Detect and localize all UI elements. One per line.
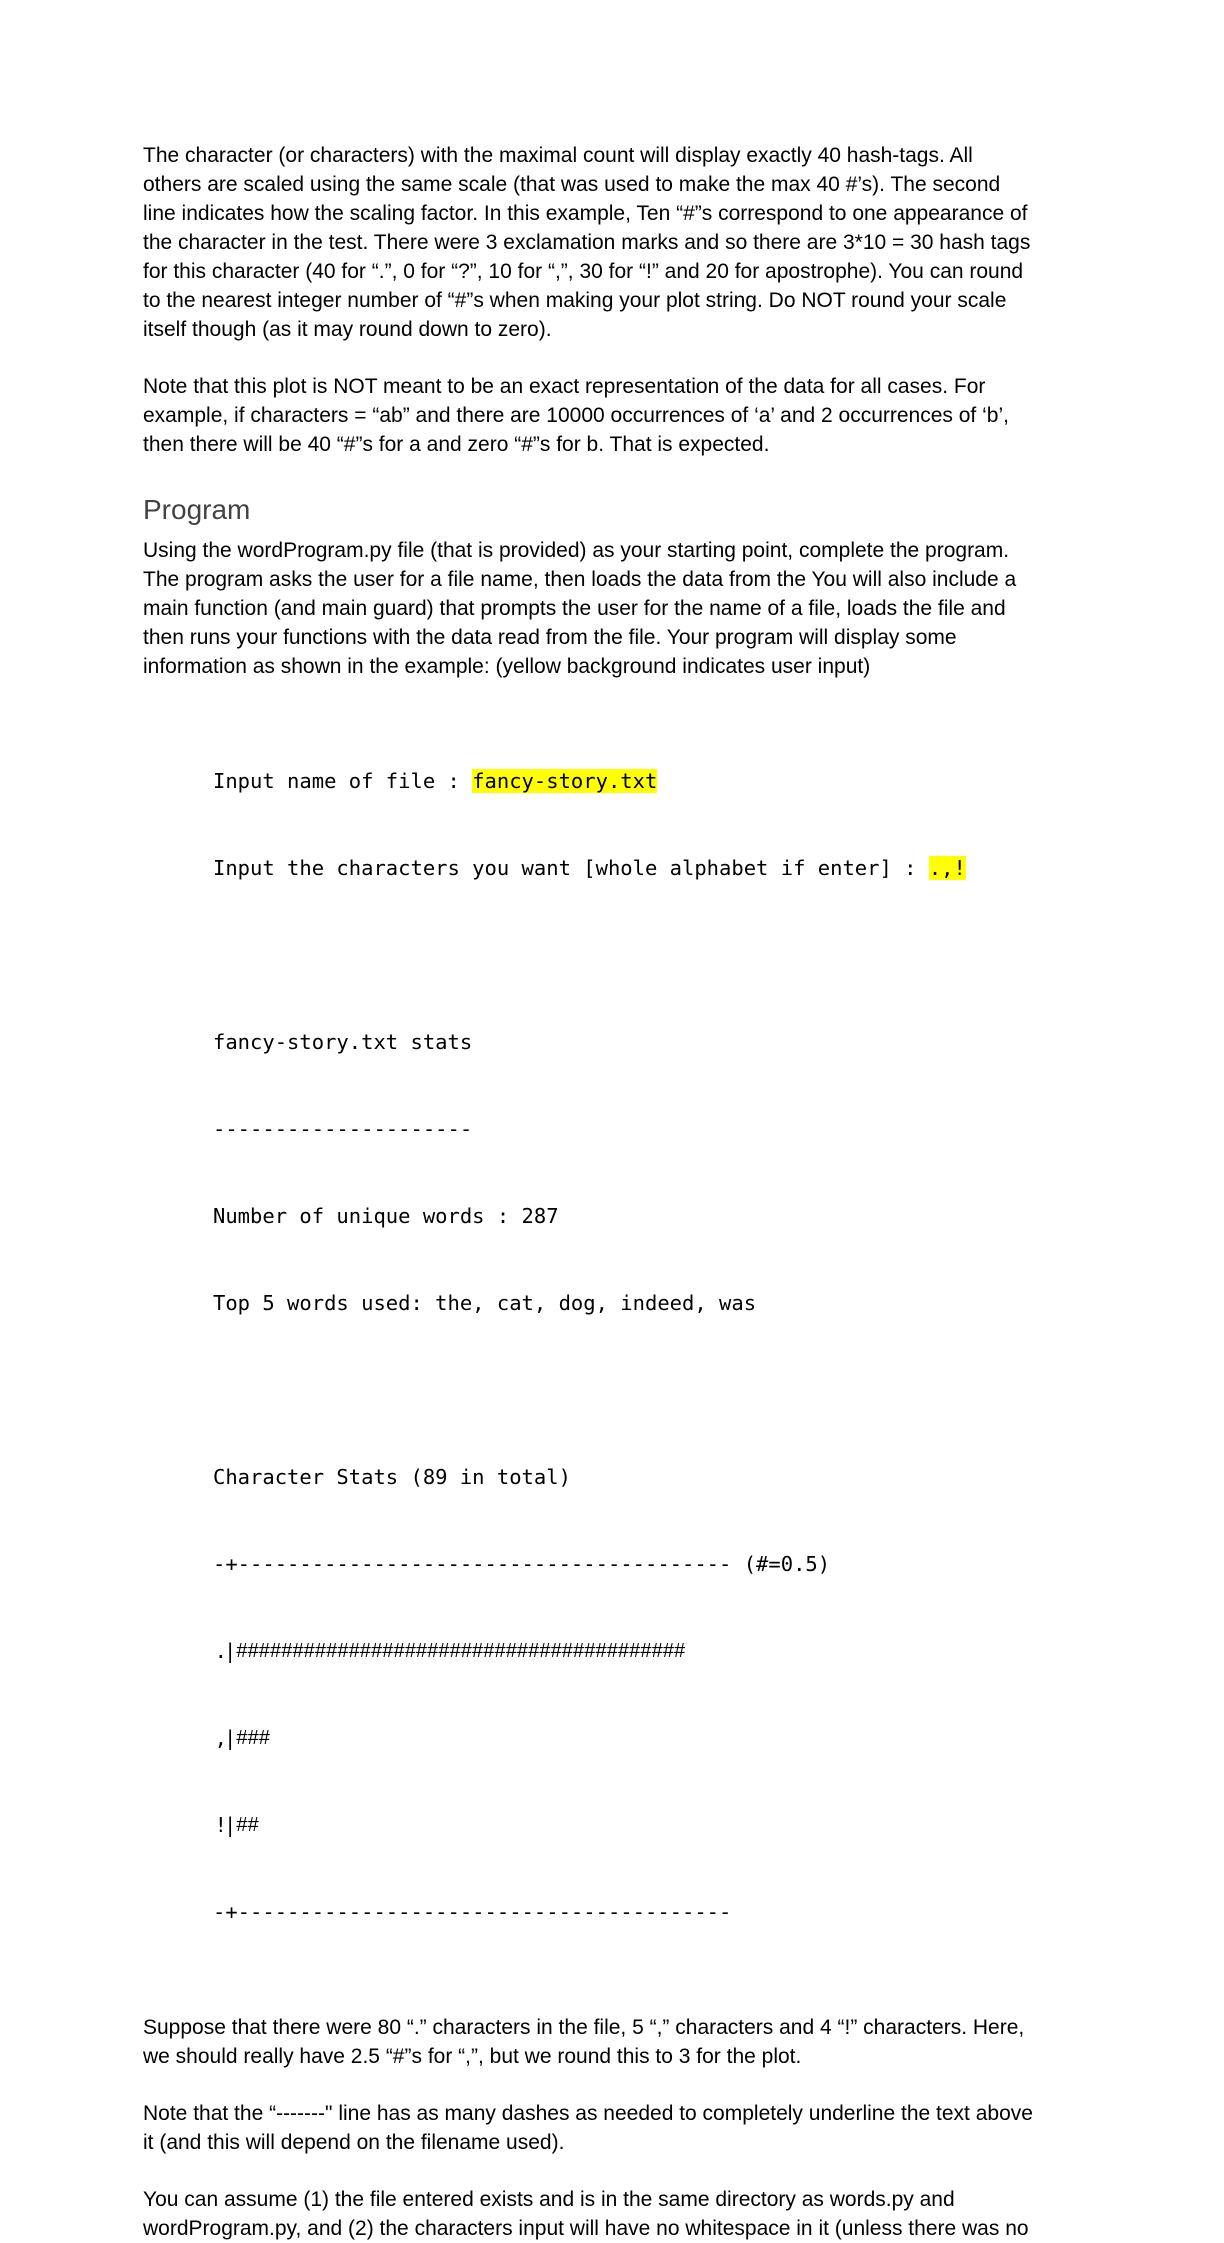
paragraph-dashes-note bbox=[143, 2099, 1083, 2157]
plot-pipe: | bbox=[224, 1813, 237, 1837]
prompt-text: Input name of file : bbox=[213, 769, 473, 793]
plot-row bbox=[213, 1724, 1083, 1753]
plot-bar: ######################################## bbox=[236, 1640, 686, 1662]
text-line: wordProgram.py, and (2) the characters input will have no whitespace in it (unless there was no bbox=[143, 2217, 1029, 2240]
text-line: main function (and main guard) that prompts the user for the name of a file, loads the file and bbox=[143, 597, 1006, 620]
scale-label: (#=0.5) bbox=[731, 1552, 831, 1576]
paragraph-note-plot bbox=[143, 372, 1083, 459]
user-input-filename: fancy-story.txt bbox=[472, 769, 658, 793]
text-line: others are scaled using the same scale (that was used to make the max 40 #’s). The second bbox=[143, 173, 1001, 196]
text-line: then runs your functions with the data read from the file. Your program will display some bbox=[143, 626, 957, 649]
text-line: You can assume (1) the file entered exists and is in the same directory as words.py and bbox=[143, 2188, 955, 2211]
plot-axis-top bbox=[213, 1550, 1083, 1579]
text-line: to the nearest integer number of “#”s when making your plot string. Do NOT round your scale bbox=[143, 289, 1007, 312]
text-line: example, if characters = “ab” and there are 10000 occurrences of ‘a’ and 2 occurrences of ‘b’, bbox=[143, 404, 1009, 427]
text-line: Note that this plot is NOT meant to be an exact representation of the data for all cases. For bbox=[143, 375, 986, 398]
paragraph-suppose bbox=[143, 2013, 1083, 2071]
text-line: the character in the test. There were 3 exclamation marks and so there are 3*10 = 30 hash tags bbox=[143, 231, 1031, 254]
text-line: The program asks the user for a file name, then loads the data from the You will also include a bbox=[143, 568, 1017, 591]
text-line: information as shown in the example: (yellow background indicates user input) bbox=[143, 655, 871, 678]
text-line: line indicates how the scaling factor. In this example, Ten “#”s correspond to one appearance of bbox=[143, 202, 1028, 225]
plot-pipe: | bbox=[224, 1726, 237, 1750]
plot-row bbox=[213, 1811, 1083, 1840]
paragraph-assumptions bbox=[143, 2185, 1083, 2243]
plot-bar: ## bbox=[236, 1814, 259, 1836]
paragraph-scaling bbox=[143, 141, 1083, 344]
prompt-text: Input the characters you want [whole alphabet if enter] : bbox=[213, 856, 929, 880]
plot-bar: ### bbox=[236, 1727, 271, 1749]
text-line: then there will be 40 “#”s for a and zero “#”s for b. That is expected. bbox=[143, 433, 770, 456]
stats-title: fancy-story.txt stats bbox=[213, 1030, 473, 1054]
plot-pipe: | bbox=[224, 1639, 237, 1663]
section-heading-program: Program bbox=[143, 494, 251, 525]
example-output bbox=[213, 709, 1083, 1985]
text-line: for this character (40 for “.”, 0 for “?”, 10 for “,”, 30 for “!” and 20 for apostrophe). You can round bbox=[143, 260, 1024, 283]
plot-axis-bottom: -+---------------------------------------- bbox=[213, 1900, 732, 1924]
text-line: Note that the “-------" line has as many dashes as needed to completely underline the text above bbox=[143, 2102, 1033, 2125]
user-input-characters: .,! bbox=[928, 856, 966, 880]
axis-line: -+---------------------------------------- bbox=[213, 1552, 732, 1576]
text-line: Suppose that there were 80 “.” characters in the file, 5 “,” characters and 4 “!” characters. Here, bbox=[143, 2016, 1025, 2039]
prompt-line-characters bbox=[213, 854, 1083, 883]
prompt-line-filename bbox=[213, 767, 1083, 796]
stats-underline: --------------------- bbox=[213, 1117, 473, 1141]
plot-char: ! bbox=[214, 1813, 227, 1837]
text-line: we should really have 2.5 “#”s for “,”, but we round this to 3 for the plot. bbox=[143, 2045, 802, 2068]
plot-char: . bbox=[214, 1639, 227, 1663]
document-page bbox=[143, 141, 1083, 2243]
text-line: itself though (as it may round down to zero). bbox=[143, 318, 552, 341]
char-stats-title: Character Stats (89 in total) bbox=[213, 1465, 571, 1489]
text-line: The character (or characters) with the maximal count will display exactly 40 hash-tags. All bbox=[143, 144, 973, 167]
text-line: it (and this will depend on the filename used). bbox=[143, 2131, 565, 2154]
plot-row bbox=[213, 1637, 1083, 1666]
plot-char: , bbox=[214, 1726, 227, 1750]
top-words-line: Top 5 words used: the, cat, dog, indeed, was bbox=[213, 1291, 757, 1315]
unique-words-line: Number of unique words : 287 bbox=[213, 1204, 559, 1228]
text-line: Using the wordProgram.py file (that is provided) as your starting point, complete the program. bbox=[143, 539, 1010, 562]
paragraph-program bbox=[143, 536, 1083, 681]
